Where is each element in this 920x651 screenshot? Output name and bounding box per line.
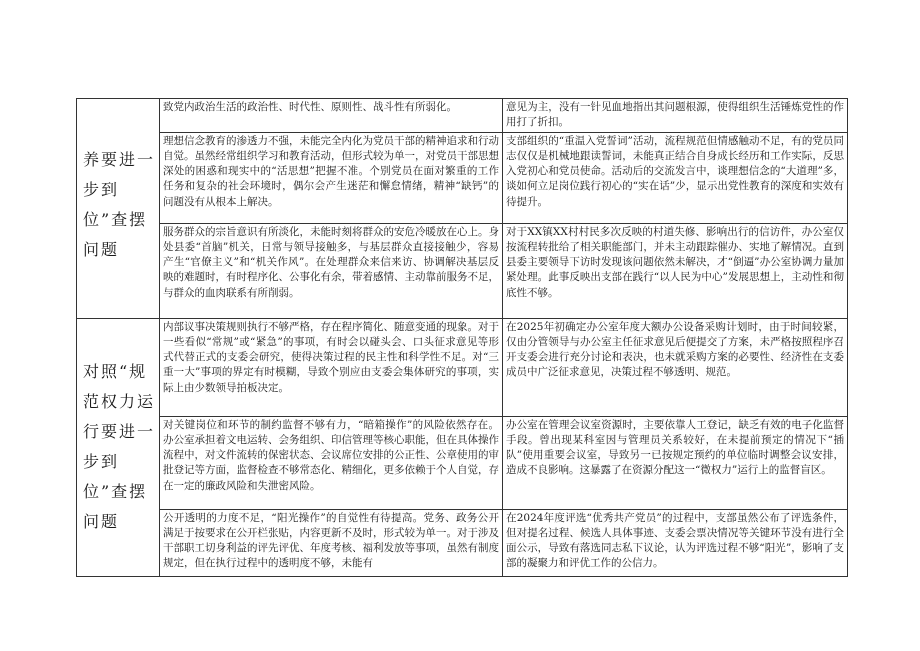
table-row bbox=[77, 318, 848, 416]
problem-cell: 服务群众的宗旨意识有所淡化，未能时刻将群众的安危冷暖放在心上。身处县委“首脑”机关，日常与领导接触多，与基层群众直接接触少，容易产生“官僚主义”和“机关作风”。在处理群众来信来访、协调解决基层反映的难题时，有时程序化、公事化有余，带着感情、主动靠前服务不足，与群众的血肉联系有所削弱。 bbox=[160, 223, 503, 318]
table-row bbox=[77, 416, 848, 509]
example-cell: 办公室在管理会议室资源时，主要依靠人工登记，缺乏有效的电子化监督手段。曾出现某科室因与管理员关系较好，在未提前预定的情况下“插队”使用重要会议室，导致另一已按规定预约的单位临时调整会议安排，造成不良影响。这暴露了在资源分配这一“微权力”运行上的监督盲区。 bbox=[503, 416, 848, 509]
example-cell: 对于XX镇XX村村民多次反映的村道失修、影响出行的信访件，办公室仅按流程转批给了相关职能部门，并未主动跟踪催办、实地了解情况。直到县委主要领导下访时发现该问题依然未解决，才“倒逼”办公室协调力量加紧处理。此事反映出支部在践行“以人民为中心”发展思想上，主动性和彻底性不够。 bbox=[503, 223, 848, 318]
problem-cell: 对关键岗位和环节的制约监督不够有力，“暗箱操作”的风险依然存在。办公室承担着文电运转、会务组织、印信管理等核心职能，但在具体操作流程中，对文件流转的保密状态、会议席位安排的公正性、公章使用的审批登记等方面，监督检查不够常态化、精细化，更多依赖于个人自觉，存在一定的廉政风险和失泄密风险。 bbox=[160, 416, 503, 509]
problem-cell: 理想信念教育的渗透力不强，未能完全内化为党员干部的精神追求和行动自觉。虽然经常组织学习和教育活动，但形式较为单一，对党员干部思想深处的困惑和现实中的“活思想”把握不准。个别党员在面对繁重的工作任务和复杂的社会环境时，偶尔会产生迷茫和懈怠情绪，精神“缺钙”的问题没有从根本上解决。 bbox=[160, 132, 503, 223]
problem-cell: 公开透明的力度不足，“阳光操作”的自觉性有待提高。党务、政务公开满足于按要求在公开栏张贴，内容更新不及时，形式较为单一。对于涉及干部职工切身利益的评先评优、年度考核、福利发放等事项，虽然有制度规定，但在执行过程中的透明度不够，未能有 bbox=[160, 509, 503, 576]
category-label: 对照“规范权力运行要进一步到位”查摆问题 bbox=[83, 362, 156, 532]
category-label: 养要进一步到位”查摆问题 bbox=[83, 150, 156, 260]
table-row bbox=[77, 132, 848, 223]
document-page bbox=[76, 98, 844, 577]
table-row bbox=[77, 509, 848, 576]
example-cell: 支部组织的“重温入党誓词”活动，流程规范但情感触动不足，有的党员同志仅仅是机械地跟读誓词，未能真正结合自身成长经历和工作实际，反思入党初心和党员使命。活动后的交流发言中，谈理想信念的“大道理”多，谈如何立足岗位践行初心的“实在话”少，显示出党性教育的深度和实效有待提升。 bbox=[503, 132, 848, 223]
category-cell bbox=[77, 318, 160, 576]
example-cell: 在2025年初确定办公室年度大额办公设备采购计划时，由于时间较紧，仅由分管领导与办公室主任征求意见后便提交了方案，未严格按照程序召开支委会进行充分讨论和表决，也未就采购方案的必要性、经济性在支委成员中广泛征求意见，决策过程不够透明、规范。 bbox=[503, 318, 848, 416]
problem-table bbox=[76, 98, 848, 577]
table-row bbox=[77, 99, 848, 133]
problem-cell: 内部议事决策规则执行不够严格，存在程序简化、随意变通的现象。对于一些看似“常规”或“紧急”的事项，有时会以碰头会、口头征求意见等形式代替正式的支委会研究，使得决策过程的民主性和科学性不足。对“三重一大”事项的界定有时模糊，导致个别应由支委会集体研究的事项，实际上由少数领导拍板决定。 bbox=[160, 318, 503, 416]
category-cell bbox=[77, 99, 160, 319]
table-row bbox=[77, 223, 848, 318]
example-cell: 意见为主，没有一针见血地指出其问题根源，使得组织生活锤炼党性的作用打了折扣。 bbox=[503, 99, 848, 133]
problem-cell: 致党内政治生活的政治性、时代性、原则性、战斗性有所弱化。 bbox=[160, 99, 503, 133]
example-cell: 在2024年度评选“优秀共产党员”的过程中，支部虽然公布了评选条件，但对提名过程、候选人具体事迹、支委会票决情况等关键环节没有进行全面公示，导致有落选同志私下议论，认为评选过程不够“阳光”，影响了支部的凝聚力和评优工作的公信力。 bbox=[503, 509, 848, 576]
